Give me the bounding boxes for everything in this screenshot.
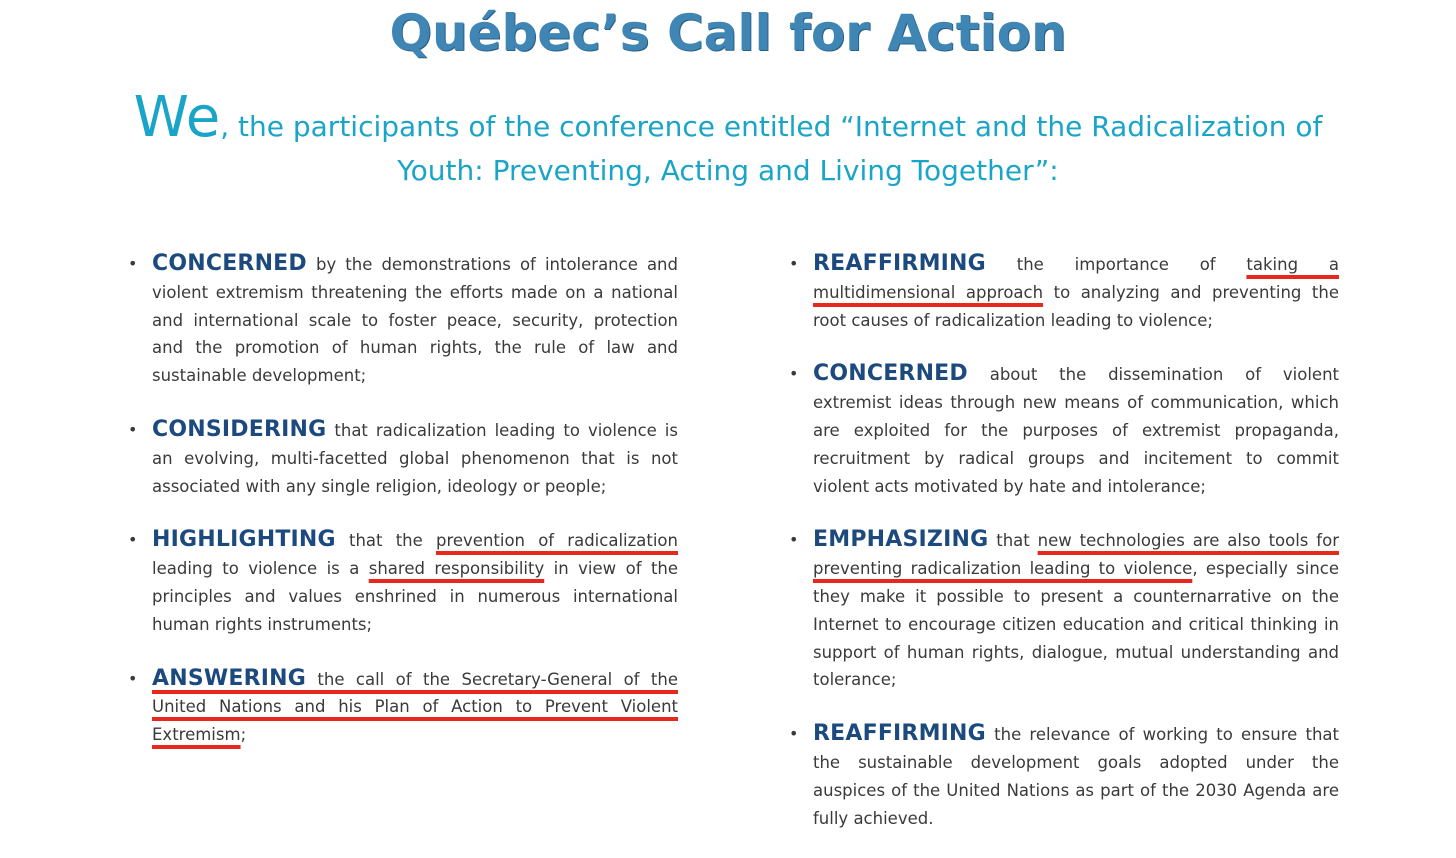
right-column-list	[789, 250, 1339, 858]
clause-item	[789, 360, 1339, 500]
underlined-phrase: prevention of radicalization	[435, 531, 678, 551]
page-title: Québec’s Call for Action	[389, 4, 1067, 62]
clause-text: ;	[240, 725, 247, 745]
clause-text: that	[988, 531, 1038, 551]
clause-keyword: HIGHLIGHTING	[152, 527, 336, 553]
underlined-phrase: shared responsibility	[368, 559, 545, 579]
clause-text: leading to violence is a	[152, 559, 369, 579]
left-column-list	[128, 250, 678, 775]
clause-text: the importance of	[985, 255, 1247, 274]
clause-text: , especially since they make it possible to present a counternarrative on the Internet to encourage citizen education and critical thinking in support of human rights, dialogue, mutual understanding and tolerance;	[813, 559, 1339, 690]
underlined-phrase: new technologies are also tools for preventing radicalization leading to violence	[813, 531, 1339, 579]
clause-item	[128, 665, 678, 749]
clause-keyword: CONSIDERING	[152, 416, 327, 442]
clause-keyword: CONCERNED	[813, 361, 968, 387]
clause-keyword: REAFFIRMING	[813, 251, 986, 276]
clause-item	[128, 250, 678, 390]
underlined-phrase: the call of the Secretary-General of the United Nations and his Plan of Action to Prevent Violent Extremism	[152, 669, 678, 745]
clause-text: the relevance of working to ensure that the sustainable development goals adopted under the auspices of the United Nations as part of the 2030 Agenda are fully achieved.	[813, 725, 1339, 828]
clause-text: by the demonstrations of intolerance and violent extremism threatening the efforts made on a national and international scale to foster peace, security, protection and the promotion of human rights, the rule of law and sustainable development;	[152, 255, 678, 386]
clause-item	[128, 526, 678, 638]
clause-keyword: CONCERNED	[152, 251, 307, 276]
clause-keyword: REAFFIRMING	[813, 721, 986, 747]
clause-item	[789, 250, 1339, 334]
clause-item	[128, 416, 678, 500]
underlined-phrase: taking a multidimensional approach	[813, 255, 1339, 302]
clause-text: about the dissemination of violent extremist ideas through new means of communication, which are exploited for the purposes of extremist propaganda, recruitment by radical groups and incitement to commit violent acts motivated by hate and intolerance;	[813, 365, 1339, 496]
intro-text: , the participants of the conference entitled “Internet and the Radicalization of Youth: Preventing, Acting and Living Together”:	[220, 110, 1323, 187]
clause-keyword: EMPHASIZING	[813, 527, 989, 553]
clause-text: in view of the principles and values enshrined in numerous international human rights instruments;	[152, 559, 679, 634]
clause-item	[789, 720, 1339, 832]
clause-text: to analyzing and preventing the root causes of radicalization leading to violence;	[813, 282, 1339, 330]
clause-item	[789, 526, 1339, 694]
clause-text: that radicalization leading to violence is an evolving, multi-facetted global phenomenon that is not associated with any single religion, ideology or people;	[152, 420, 678, 496]
intro-statement	[100, 85, 1356, 193]
intro-we: We	[133, 85, 221, 150]
clause-text: that the	[335, 531, 436, 551]
clause-keyword: ANSWERING	[152, 665, 306, 691]
